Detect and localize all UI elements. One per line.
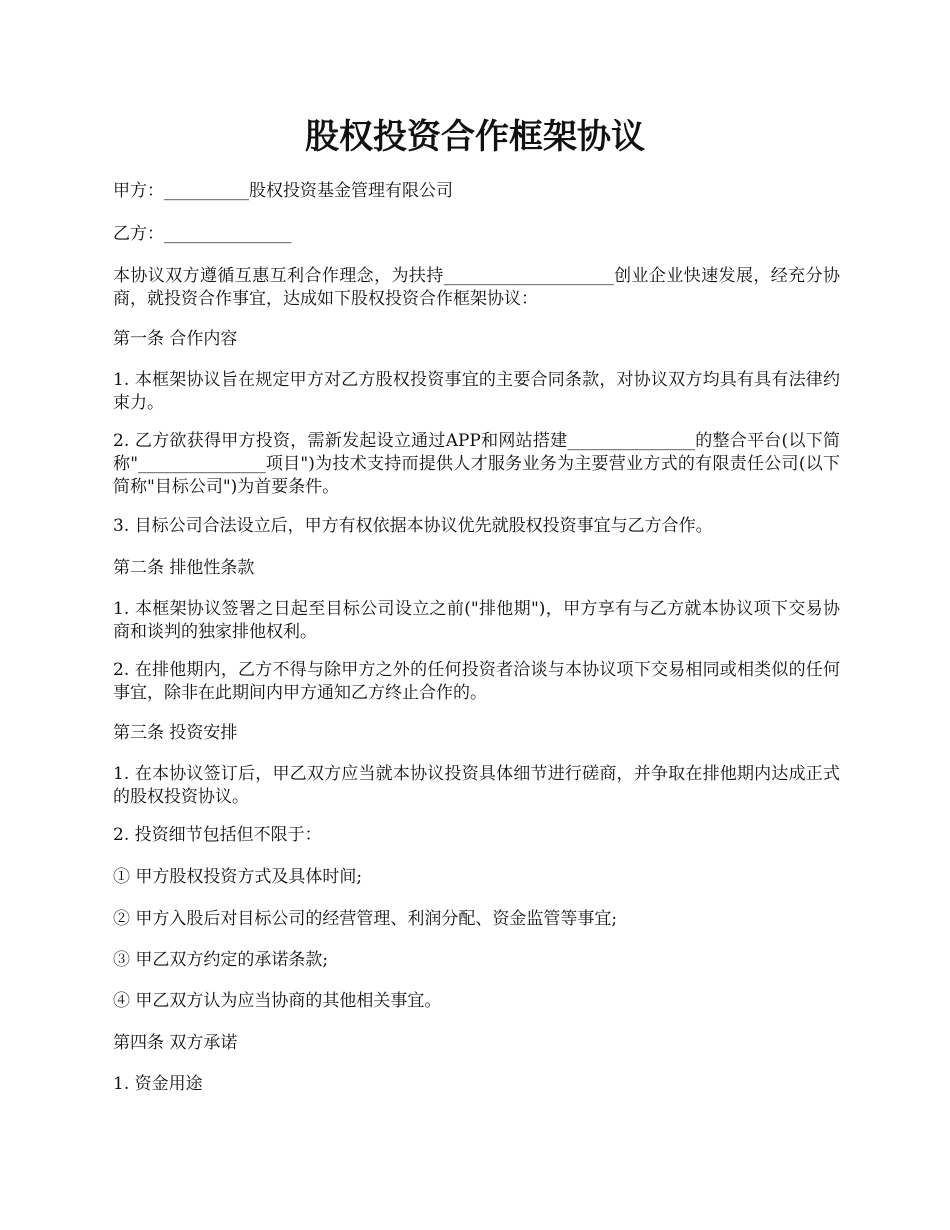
article-3-item: 1. 在本协议签订后，甲乙双方应当就本协议投资具体细节进行磋商，并争取在排他期内达成正式的股权投资协议。 (113, 764, 840, 807)
article-4-heading: 第四条 双方承诺 (113, 1033, 238, 1053)
article-1-item: 2. 乙方欲获得甲方投资，需新发起设立通过APP和网站搭建_______________的整合平台(以下简称"_______________项目")为技术支持而提供人才服务业务为主要营业方式的有限责任公司(以下简称"目标公司")为首要条件。 (113, 431, 840, 497)
article-2-heading: 第二条 排他性条款 (113, 558, 255, 578)
party-b: 乙方：_______________ (113, 224, 292, 244)
article-1-item: 1. 本框架协议旨在规定甲方对乙方股权投资事宜的主要合同条款，对协议双方均具有具有法律约束力。 (113, 370, 840, 413)
article-1-heading: 第一条 合作内容 (113, 329, 238, 349)
article-3-subitem: ③ 甲乙双方约定的承诺条款; (113, 950, 329, 970)
article-3-subitem: ④ 甲乙双方认为应当协商的其他相关事宜。 (113, 991, 442, 1011)
document-title: 股权投资合作框架协议 (305, 117, 645, 157)
article-3-item: 2. 投资细节包括但不限于： (113, 825, 322, 845)
article-4-item: 1. 资金用途 (113, 1074, 203, 1094)
article-1-item: 3. 目标公司合法设立后，甲方有权依据本协议优先就股权投资事宜与乙方合作。 (113, 516, 713, 536)
article-2-item: 2. 在排他期内，乙方不得与除甲方之外的任何投资者洽谈与本协议项下交易相同或相类似的任何事宜，除非在此期间内甲方通知乙方终止合作的。 (113, 660, 840, 703)
preamble: 本协议双方遵循互惠互利合作理念，为扶持____________________创业企业快速发展，经充分协商，就投资合作事宜，达成如下股权投资合作框架协议： (113, 266, 840, 309)
article-3-heading: 第三条 投资安排 (113, 723, 238, 743)
article-3-subitem: ① 甲方股权投资方式及具体时间; (113, 867, 363, 887)
article-3-subitem: ② 甲方入股后对目标公司的经营管理、利润分配、资金监管等事宜; (113, 909, 618, 929)
article-2-item: 1. 本框架协议签署之日起至目标公司设立之前("排他期")，甲方享有与乙方就本协议项下交易协商和谈判的独家排他权利。 (113, 599, 840, 642)
party-a: 甲方：__________股权投资基金管理有限公司 (113, 181, 453, 201)
